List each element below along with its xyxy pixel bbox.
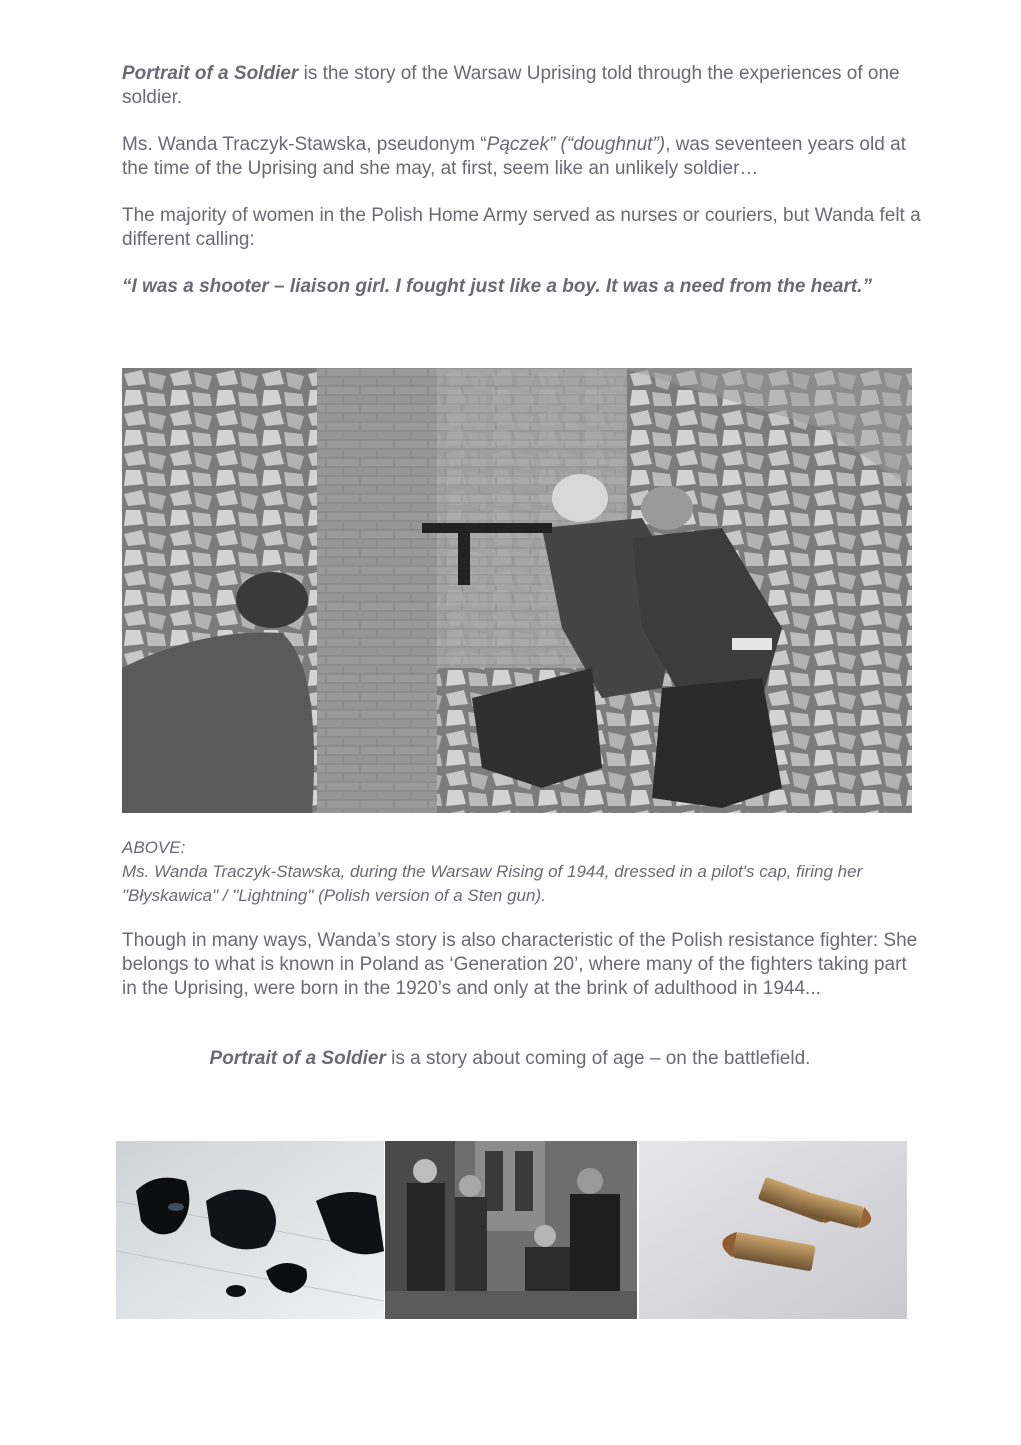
tagline-title: Portrait of a Soldier [209,1048,386,1069]
generation-paragraph: Though in many ways, Wanda’s story is also characteristic of the Polish resistance fighter: She belongs to what is known in Poland as ‘Generation 20’, where many of the fighters taking part in the Uprising, were born in the 1920’s and only at the brink of adulthood in 1944... [122,930,918,999]
pseudonym-paragraph [122,133,922,181]
intro-text: is the story of the Warsaw Uprising told through the experiences of one soldier. [122,63,900,108]
tagline [122,1047,898,1071]
film-title: Portrait of a Soldier [122,63,299,84]
wanda-quote: “I was a shooter – liaison girl. I fought just like a boy. It was a need from the heart.” [122,276,872,297]
photo-caption [122,836,922,908]
caption-text: Ms. Wanda Traczyk-Stawska, during the Warsaw Rising of 1944, dressed in a pilot's cap, firing her "Błyskawica" / "Lightning" (Polish version of a Sten gun). [122,862,863,905]
strip-photo-ink-spill [116,1141,384,1319]
tagline-text: is a story about coming of age – on the battlefield. [385,1048,811,1069]
pseudonym-text-after: , was seventeen years old at the time of the Uprising and she may, at first, seem like an unlikely soldier… [122,134,906,179]
main-photo-soldiers-firing [122,368,912,813]
strip-photo-insurgents-group [385,1141,637,1319]
caption-heading: ABOVE: [122,838,186,857]
pseudonym-italic: Pączek” (“doughnut”) [486,134,666,155]
intro-paragraph [122,62,922,110]
strip-photo-bullets [639,1141,907,1319]
calling-paragraph: The majority of women in the Polish Home Army served as nurses or couriers, but Wanda felt a different calling: [122,205,921,250]
pseudonym-text-before: Ms. Wanda Traczyk-Stawska, pseudonym “ [122,134,487,155]
